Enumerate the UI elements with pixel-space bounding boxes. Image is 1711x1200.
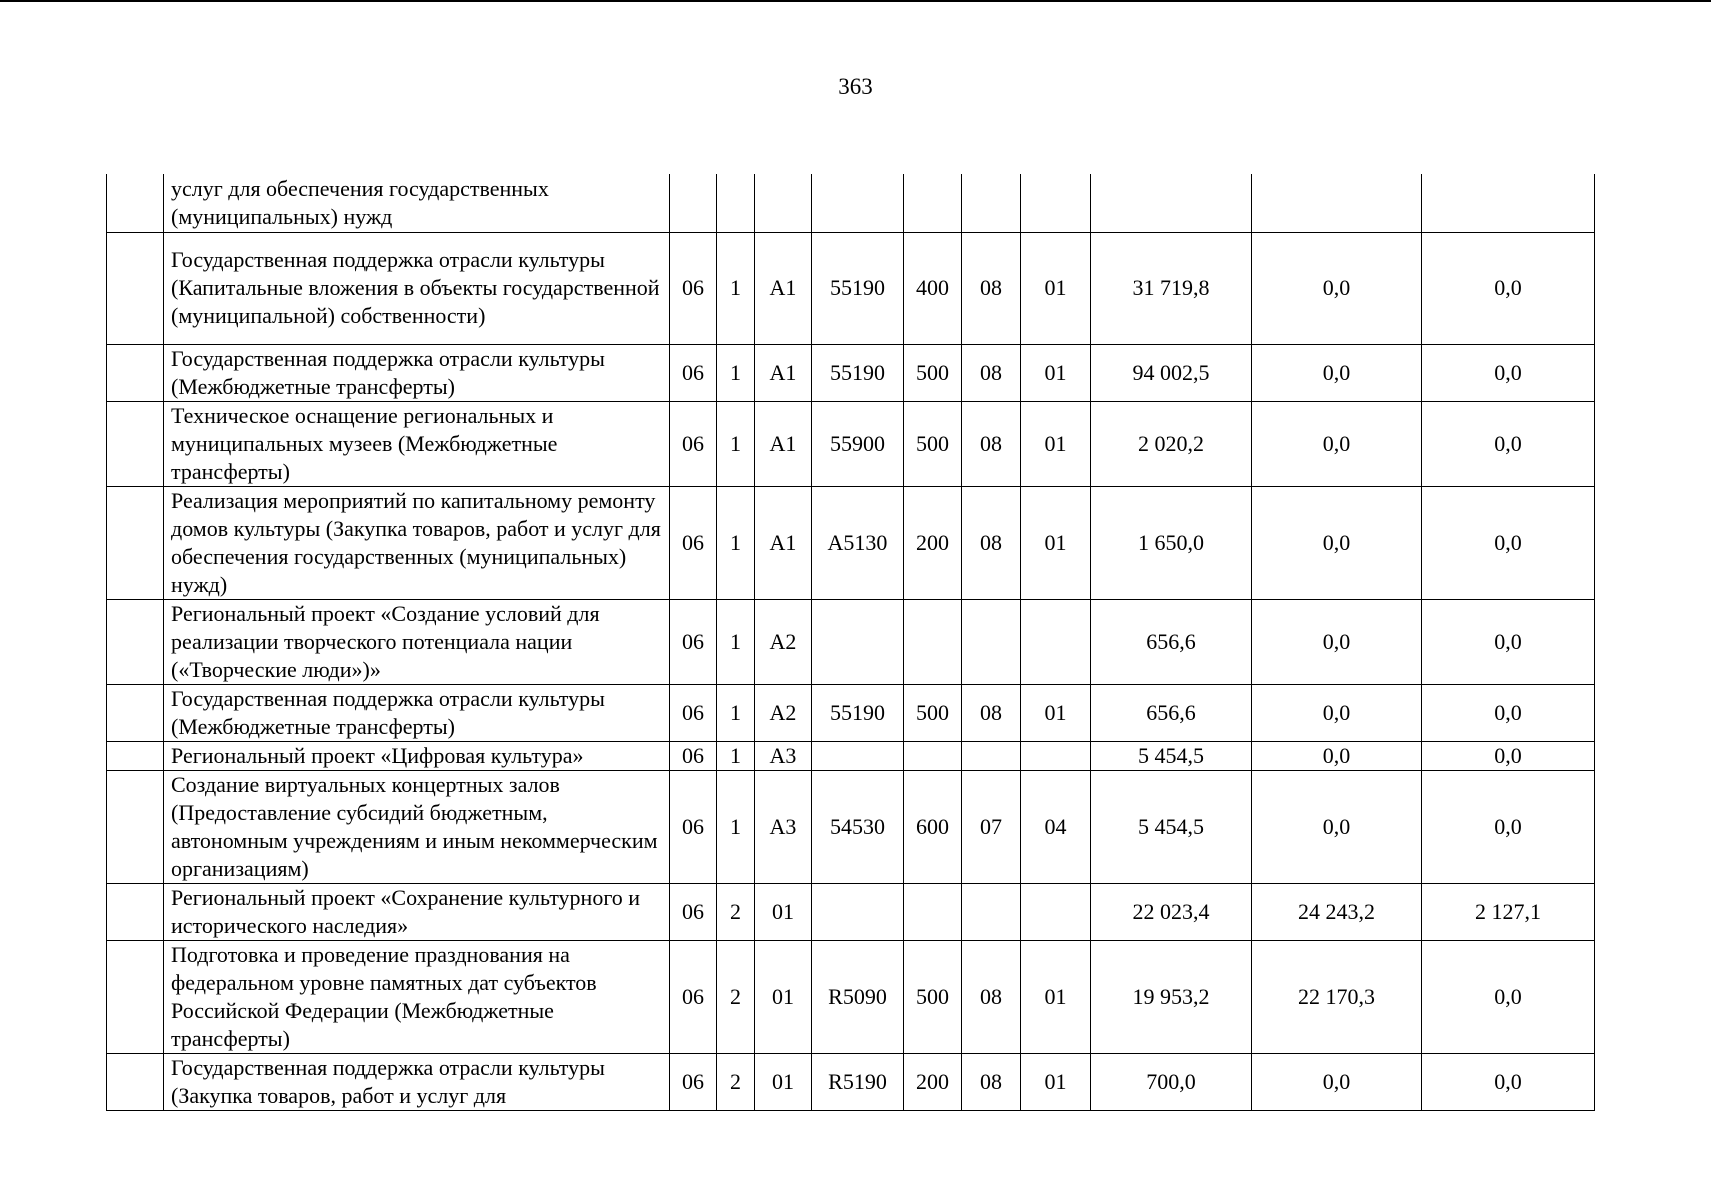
code-col-6 [962,599,1021,684]
code-col-6: 08 [962,344,1021,401]
code-col-7 [1021,174,1091,232]
amount-year-2: 0,0 [1252,741,1422,770]
code-col-2: 1 [717,486,755,599]
code-col-3: 01 [755,1053,812,1110]
table-row [107,770,1595,883]
code-col-4 [812,883,904,940]
amount-year-3: 0,0 [1422,741,1595,770]
code-col-2: 1 [717,232,755,344]
amount-year-1: 5 454,5 [1091,741,1252,770]
code-col-1: 06 [670,741,717,770]
amount-year-1 [1091,174,1252,232]
top-rule [0,0,1711,2]
code-col-5: 400 [904,232,962,344]
table-row [107,940,1595,1053]
row-blank-cell [107,232,164,344]
code-col-6: 08 [962,232,1021,344]
code-col-1: 06 [670,883,717,940]
code-col-5: 200 [904,1053,962,1110]
amount-year-1: 22 023,4 [1091,883,1252,940]
row-description: услуг для обеспечения государственных (муниципальных) нужд [164,174,670,232]
row-blank-cell [107,174,164,232]
amount-year-2: 24 243,2 [1252,883,1422,940]
code-col-2 [717,174,755,232]
code-col-7: 01 [1021,486,1091,599]
code-col-7: 01 [1021,401,1091,486]
code-col-4: 55190 [812,232,904,344]
code-col-4: 55190 [812,344,904,401]
code-col-2: 2 [717,883,755,940]
amount-year-1: 31 719,8 [1091,232,1252,344]
row-description: Государственная поддержка отрасли культуры (Межбюджетные трансферты) [164,684,670,741]
amount-year-3: 0,0 [1422,232,1595,344]
row-description: Техническое оснащение региональных и муниципальных музеев (Межбюджетные трансферты) [164,401,670,486]
amount-year-1: 2 020,2 [1091,401,1252,486]
amount-year-1: 19 953,2 [1091,940,1252,1053]
row-description: Создание виртуальных концертных залов (Предоставление субсидий бюджетным, автономным учреждениям и иным некоммерческим организациям) [164,770,670,883]
code-col-5: 500 [904,940,962,1053]
row-blank-cell [107,883,164,940]
code-col-7: 01 [1021,232,1091,344]
code-col-7: 01 [1021,1053,1091,1110]
code-col-5: 500 [904,344,962,401]
code-col-3: А3 [755,770,812,883]
code-col-6 [962,741,1021,770]
row-description: Региональный проект «Сохранение культурного и исторического наследия» [164,883,670,940]
table-row [107,599,1595,684]
amount-year-1: 5 454,5 [1091,770,1252,883]
code-col-4: 54530 [812,770,904,883]
row-description: Региональный проект «Цифровая культура» [164,741,670,770]
amount-year-3 [1422,174,1595,232]
row-blank-cell [107,599,164,684]
amount-year-2: 0,0 [1252,232,1422,344]
code-col-5 [904,174,962,232]
row-blank-cell [107,770,164,883]
code-col-1: 06 [670,770,717,883]
code-col-7 [1021,599,1091,684]
code-col-7: 04 [1021,770,1091,883]
code-col-5: 500 [904,401,962,486]
code-col-1: 06 [670,401,717,486]
amount-year-2: 0,0 [1252,599,1422,684]
amount-year-2 [1252,174,1422,232]
code-col-2: 1 [717,599,755,684]
amount-year-1: 656,6 [1091,684,1252,741]
amount-year-2: 22 170,3 [1252,940,1422,1053]
code-col-2: 1 [717,741,755,770]
code-col-4 [812,174,904,232]
amount-year-3: 0,0 [1422,486,1595,599]
code-col-2: 1 [717,344,755,401]
code-col-6 [962,883,1021,940]
code-col-1: 06 [670,232,717,344]
table-row [107,1053,1595,1110]
row-description: Региональный проект «Создание условий для реализации творческого потенциала нации («Творческие люди»)» [164,599,670,684]
row-blank-cell [107,486,164,599]
code-col-1: 06 [670,940,717,1053]
amount-year-3: 0,0 [1422,344,1595,401]
code-col-3: А1 [755,486,812,599]
code-col-2: 2 [717,940,755,1053]
code-col-3: А3 [755,741,812,770]
amount-year-3: 0,0 [1422,401,1595,486]
code-col-7: 01 [1021,684,1091,741]
code-col-6: 08 [962,486,1021,599]
code-col-5: 200 [904,486,962,599]
code-col-1: 06 [670,486,717,599]
amount-year-1: 94 002,5 [1091,344,1252,401]
code-col-6: 07 [962,770,1021,883]
amount-year-2: 0,0 [1252,770,1422,883]
code-col-6 [962,174,1021,232]
code-col-4 [812,741,904,770]
amount-year-2: 0,0 [1252,486,1422,599]
table-body [107,174,1595,1110]
table-row [107,883,1595,940]
row-description: Государственная поддержка отрасли культуры (Капитальные вложения в объекты государственной (муниципальной) собственности) [164,232,670,344]
row-blank-cell [107,344,164,401]
amount-year-3: 0,0 [1422,1053,1595,1110]
amount-year-3: 0,0 [1422,599,1595,684]
code-col-1: 06 [670,1053,717,1110]
amount-year-1: 700,0 [1091,1053,1252,1110]
table-row [107,741,1595,770]
amount-year-2: 0,0 [1252,344,1422,401]
code-col-5 [904,883,962,940]
amount-year-2: 0,0 [1252,1053,1422,1110]
table-row [107,401,1595,486]
row-blank-cell [107,1053,164,1110]
amount-year-1: 656,6 [1091,599,1252,684]
code-col-4: 55900 [812,401,904,486]
code-col-5 [904,741,962,770]
amount-year-3: 2 127,1 [1422,883,1595,940]
amount-year-3: 0,0 [1422,770,1595,883]
code-col-3: А1 [755,344,812,401]
code-col-1: 06 [670,599,717,684]
row-blank-cell [107,940,164,1053]
code-col-3: А2 [755,684,812,741]
code-col-2: 1 [717,401,755,486]
code-col-5: 500 [904,684,962,741]
table-row [107,232,1595,344]
table-row [107,344,1595,401]
amount-year-3: 0,0 [1422,940,1595,1053]
code-col-3: 01 [755,940,812,1053]
code-col-6: 08 [962,1053,1021,1110]
code-col-1: 06 [670,344,717,401]
code-col-3: А1 [755,401,812,486]
row-blank-cell [107,401,164,486]
code-col-1: 06 [670,684,717,741]
code-col-7 [1021,883,1091,940]
code-col-7 [1021,741,1091,770]
code-col-4: 55190 [812,684,904,741]
table-row [107,486,1595,599]
code-col-6: 08 [962,940,1021,1053]
code-col-2: 2 [717,1053,755,1110]
code-col-7: 01 [1021,940,1091,1053]
code-col-3 [755,174,812,232]
code-col-4: R5190 [812,1053,904,1110]
amount-year-1: 1 650,0 [1091,486,1252,599]
amount-year-2: 0,0 [1252,684,1422,741]
code-col-5 [904,599,962,684]
code-col-6: 08 [962,684,1021,741]
code-col-4 [812,599,904,684]
amount-year-2: 0,0 [1252,401,1422,486]
row-description: Государственная поддержка отрасли культуры (Межбюджетные трансферты) [164,344,670,401]
budget-table [106,174,1595,1111]
row-blank-cell [107,741,164,770]
code-col-3: А1 [755,232,812,344]
code-col-4: R5090 [812,940,904,1053]
code-col-5: 600 [904,770,962,883]
table-row [107,684,1595,741]
code-col-7: 01 [1021,344,1091,401]
amount-year-3: 0,0 [1422,684,1595,741]
table-row [107,174,1595,232]
code-col-2: 1 [717,684,755,741]
code-col-6: 08 [962,401,1021,486]
page-number: 363 [838,74,873,99]
row-blank-cell [107,684,164,741]
code-col-2: 1 [717,770,755,883]
code-col-3: 01 [755,883,812,940]
row-description: Государственная поддержка отрасли культуры (Закупка товаров, работ и услуг для [164,1053,670,1110]
code-col-4: А5130 [812,486,904,599]
row-description: Подготовка и проведение празднования на федеральном уровне памятных дат субъектов Российской Федерации (Межбюджетные трансферты) [164,940,670,1053]
code-col-1 [670,174,717,232]
code-col-3: А2 [755,599,812,684]
row-description: Реализация мероприятий по капитальному ремонту домов культуры (Закупка товаров, работ и услуг для обеспечения государственных (муниципальных) нужд) [164,486,670,599]
